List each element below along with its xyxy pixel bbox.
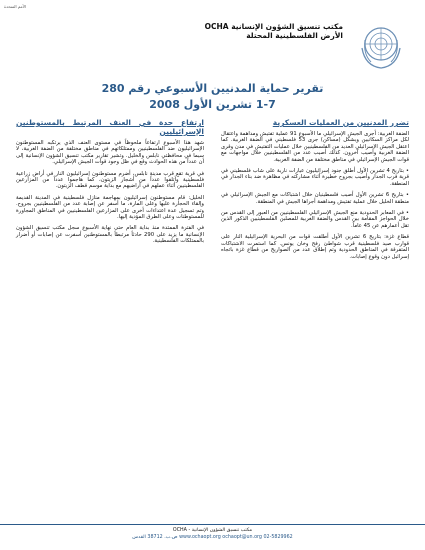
- right-paragraph-5: قطاع غزة: بتاريخ 6 تشرين الأول أطلقت قوات من البحرية الإسرائيلية النار على قوارب صيد فلسطينية قرب شواطئ رفح وخان يونس. كما استمرت الاشتباكات المتفرقة في المناطق الحدودية وتم إطلاق عدد من الصواريخ من قطاع غزة باتجاه إسرائيل دون وقوع إصابات.: [221, 234, 409, 260]
- report-title: [0, 82, 425, 111]
- org-line-2: الأرض الفلسطينية المحتلة: [246, 31, 343, 40]
- report-title-line-2: 1-7 تشرين الأول 2008: [149, 98, 276, 111]
- left-paragraph-4: في الفترة الممتدة منذ بداية العام حتى نهاية الأسبوع سجل مكتب تنسيق الشؤون الإنسانية ما يزيد على 290 حادثاً مرتبطاً بالمستوطنين أسفرت عن إصابات أو أضرار بالممتلكات الفلسطينية.: [16, 225, 204, 245]
- left-column: [16, 118, 204, 250]
- report-title-line-1: تقرير حماية المدنيين الأسبوعي رقم 280: [101, 82, 324, 95]
- right-paragraph-4: • في المعابر الحدودية منع الجيش الإسرائيلي الفلسطينيين من العبور إلى القدس من خلال الحواجز المقامة بين القدس والضفة الغربية للمصلين الفلسطينيين الذكور الذين تقل أعمارهم عن 45 عاماً.: [221, 210, 409, 229]
- left-paragraph-2: في قرية تقع قرب مدينة نابلس، أضرم مستوطنون إسرائيليون النار في أراض زراعية فلسطينية وأتلفوا عدداً من أشجار الزيتون، كما هاجموا عدداً من المزارعين الفلسطينيين أثناء عملهم في أراضيهم مع بداية موسم قطف الزيتون.: [16, 170, 204, 190]
- right-paragraph-2: • بتاريخ 4 تشرين الأول أطلق جنود إسرائيليون عيارات نارية على شاب فلسطيني في قرية قرب الجدار وأصيب بجروح خطيرة أثناء مشاركته في مظاهرة ضد بناء الجدار في المنطقة.: [221, 168, 409, 187]
- left-column-heading: ارتفاع حدة في العنف المرتبط بالمستوطنين الإسرائيليين: [16, 118, 204, 136]
- right-column: [221, 118, 409, 265]
- corner-label: الأمم المتحدة: [4, 4, 27, 9]
- page-footer: [0, 524, 425, 540]
- right-paragraph-3: • بتاريخ 6 تشرين الأول أصيب فلسطينيان خلال اشتباكات مع الجيش الإسرائيلي في منطقة الخليل خلال عملية تفتيش ومداهمة أجراها الجيش في المنطقة.: [221, 192, 409, 205]
- left-paragraph-1: شهد هذا الأسبوع ارتفاعاً ملحوظاً في مستوى العنف الذي يرتكبه المستوطنون الإسرائيليون ضد الفلسطينيين وممتلكاتهم في مناطق مختلفة من الضفة الغربية، لا سيما في محافظتي نابلس والخليل. وتشير تقارير مكتب تنسيق الشؤون الإنسانية إلى أن عدداً من هذه الحوادث وقع في ظل وجود قوات الجيش الإسرائيلي.: [16, 140, 204, 166]
- org-line-1: مكتب تنسيق الشؤون الإنسانية OCHA: [204, 22, 343, 31]
- right-paragraph-1: الضفة الغربية: أجرى الجيش الإسرائيلي ما الأسبوع 91 عملية تفتيش ومداهمة واعتقال لكل مراكز السكانيين ويشكل (مساكن) جرى 53 فلسطيني في الضفة الغربية. كما اعتقل الجيش الإسرائيلي العديد من الفلسطينيين خلال عمليات التفتيش في مدن وقرى الضفة الغربية وأصيب آخرون. كذلك أصيب عدد من الفلسطينيين خلال مواجهات مع قوات الجيش الإسرائيلي في مناطق مختلفة من الضفة الغربية.: [221, 131, 410, 163]
- right-column-heading: تضرر المدنيين من العمليات العسكرية: [272, 118, 409, 127]
- footer-org: مكتب تنسيق الشؤون الإنسانية - OCHA: [172, 528, 253, 533]
- un-emblem-icon: [353, 18, 409, 74]
- left-paragraph-3: الخليل: قام مستوطنون إسرائيليون بمهاجمة منازل فلسطينية في المدينة القديمة وإلقاء الحجارة عليها وعلى المارة، ما أسفر عن إصابة عدد من الفلسطينيين بجروح. وتم تسجيل عدة اعتداءات أخرى على المزارعين الفلسطينيين في المناطق المجاورة للمستوطنات وعلى الطرق المؤدية إليها.: [16, 194, 204, 221]
- org-name: [205, 22, 343, 40]
- footer-contact: www.ochaopt.org ochaopt@un.org 02-5829962 ص.ب. 38712 القدس: [132, 535, 293, 540]
